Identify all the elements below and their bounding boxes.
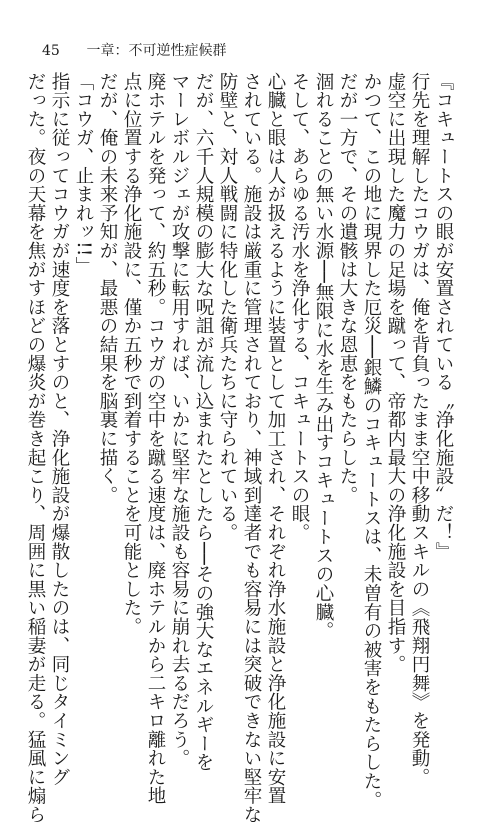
chapter-title: 一章：不可逆性症候群	[86, 43, 227, 59]
text-line: だが、俺の未来予知が、最悪の結果を脳裏に描く。	[97, 72, 118, 505]
text-line: 点に位置する浄化施設に、僅か五秒で到着することを可能とした。	[121, 72, 142, 636]
text-line: されている。施設は厳重に管理されており、神域到達者でも容易には突破できない堅牢な	[241, 72, 262, 824]
page-number: 45	[42, 43, 60, 59]
text-line: 「コウガ、止まれッ!!」	[73, 72, 94, 276]
text-line: 行先を理解したコウガは、俺を背負ったまま空中移動スキルの《飛翔円舞》を発動。	[409, 72, 430, 787]
text-line: 廃ホテルを発って、約五秒。コウガの空中を蹴る速度は、廃ホテルから二キロ離れた地	[145, 72, 166, 806]
text-line: だが、六千人規模の膨大な呪詛が流し込まれたとしたら──その強大なエネルギーを	[193, 72, 214, 772]
text-line: 指示に従ってコウガが速度を落とすのと、浄化施設が爆散したのは、同じタイミング	[49, 72, 70, 787]
text-line: 『コキュートスの眼が安置されている〝浄化施設〟だ！』	[433, 72, 454, 561]
text-line: かつて、この地に現界した厄災──銀鱗のコキュートスは、未曽有の被害をもたらした。	[361, 72, 382, 810]
text-line: そして、あらゆる汚水を浄化する、コキュートスの眼。	[289, 72, 310, 542]
text-line: だが一方で、その遺骸は大きな恩恵をもたらした。	[337, 72, 358, 505]
page-header	[42, 40, 226, 60]
text-line: 涸れることの無い水源──無限に水を生み出すコキュートスの心臓。	[313, 72, 334, 641]
text-line: 心臓と眼は人が扱えるように装置として加工され、それぞれ浄水施設と浄化施設に安置	[265, 72, 286, 806]
text-line: 虚空に出現した魔力の足場を蹴って、帝都内最大の浄化施設を目指す。	[385, 72, 406, 674]
body-text	[23, 72, 455, 824]
text-line: マーレボルジェが攻撃に転用すれば、いかに堅牢な施設も容易に崩れ去るだろう。	[169, 72, 190, 768]
text-line: 防壁と、対人戦闘に特化した衛兵たちに守られている。	[217, 72, 238, 542]
text-line: だった。夜の天幕を焦がすほどの爆炎が巻き起こり、周囲に黒い稲妻が走る。猛風に煽ら	[25, 72, 46, 824]
